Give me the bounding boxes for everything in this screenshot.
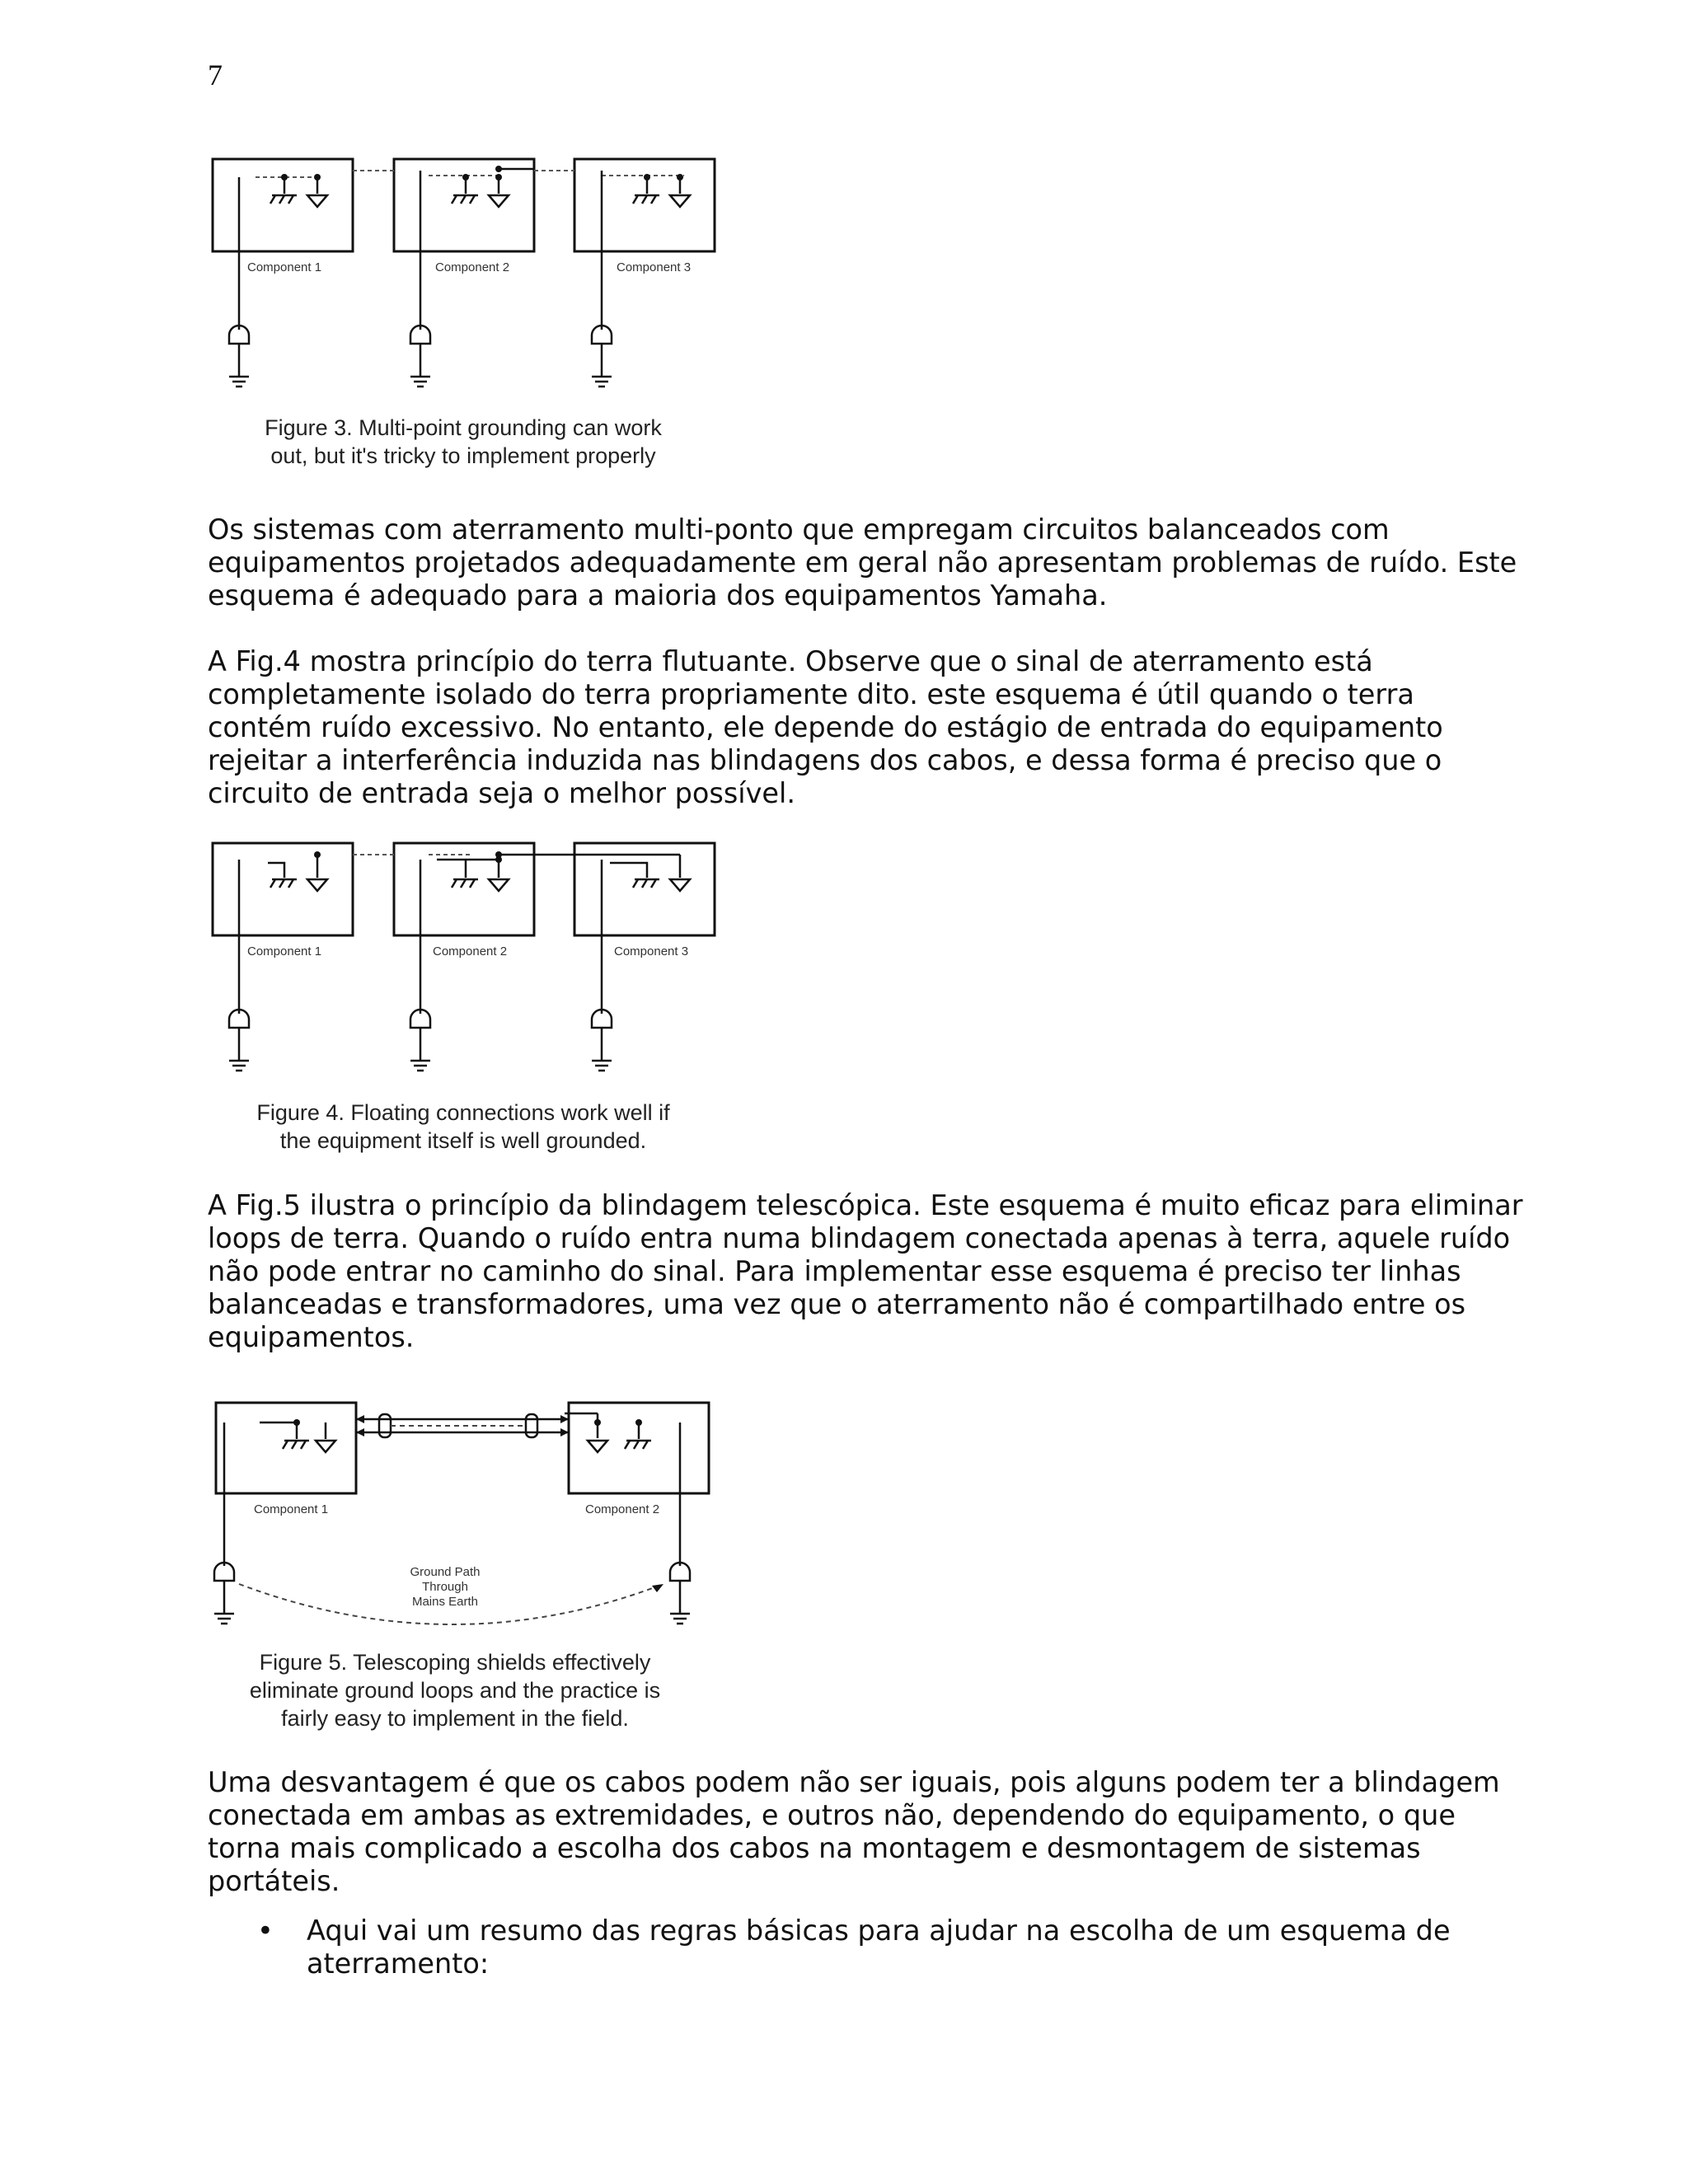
signal-ground-icon [670,195,690,207]
component-1-box [216,1403,356,1493]
mains-plug-ground-icon [229,1010,249,1071]
signal-ground-icon [588,1441,607,1452]
component-3-box [574,159,715,251]
component-label: Component 1 [247,260,322,274]
figure-5 [206,1393,717,1657]
signal-ground-icon [489,195,509,207]
chassis-ground-icon [452,195,478,204]
chassis-ground-icon [633,195,659,204]
component-label: Component 1 [247,944,322,958]
mains-plug-ground-icon [592,1010,612,1071]
ground-path-label: Through [422,1580,468,1594]
paragraph: A Fig.5 ilustra o princípio da blindagem telescópica. Este esquema é muito eficaz para eliminar loops de terra. Quando o ruído entra numa blindagem conectada apenas à terra, aquele ruído não pode entrar no caminho do sinal. Para implementar esse esquema é preciso ter linhas balanceadas e transformadores, uma vez que o aterramento não é compartilhado entre os equipamentos. [208,1189,1523,1353]
chassis-ground-icon [633,879,659,888]
ground-path-label: Mains Earth [411,1595,479,1609]
chassis-ground-icon [625,1441,651,1449]
figure-4-diagram [206,837,734,1092]
component-label: Component 1 [254,1502,329,1516]
page-number: 7 [208,59,223,91]
figure-5-caption: Figure 5. Telescoping shields effectively eliminate ground loops and the practice is fairly easy to implement in the field. [249,1650,661,1731]
mains-plug-ground-icon [214,1563,234,1624]
figure-3 [206,152,734,408]
chassis-ground-icon [283,1441,309,1449]
figure-4 [206,837,734,1092]
mains-plug-ground-icon [592,326,612,387]
signal-ground-icon [316,1441,335,1452]
mains-plug-ground-icon [670,1563,690,1624]
paragraph: A Fig.4 mostra princípio do terra flutuante. Observe que o sinal de aterramento está completamente isolado do terra propriamente dito. este esquema é útil quando o terra contém ruído excessivo. No entanto, ele depende do estágio de entrada do equipamento rejeitar a interferência induzida nas blindagens dos cabos, e dessa forma é preciso que o circuito de entrada seja o melhor possível. [208,645,1443,809]
chassis-ground-icon [452,879,478,888]
component-label: Component 3 [617,260,692,274]
component-3-box [574,843,715,935]
component-2-box [569,1403,709,1493]
component-1-box [213,159,353,251]
figure-5-diagram [206,1393,717,1657]
component-label: Component 3 [614,944,689,958]
component-2-box [394,843,534,935]
signal-ground-icon [307,195,327,207]
signal-ground-icon [670,879,690,891]
signal-ground-icon [489,879,509,891]
component-label: Component 2 [433,944,508,958]
signal-ground-icon [307,879,327,891]
chassis-ground-icon [270,879,297,888]
component-1-box [213,843,353,935]
mains-plug-ground-icon [410,326,430,387]
mains-plug-ground-icon [229,326,249,387]
bullet-list [247,1915,1533,1980]
figure-3-diagram [206,152,734,408]
mains-plug-ground-icon [410,1010,430,1071]
chassis-ground-icon [270,195,297,204]
component-label: Component 2 [435,260,510,274]
ground-path-label: Ground Path [410,1565,481,1579]
figure-4-caption: Figure 4. Floating connections work well if the equipment itself is well grounded. [256,1100,670,1153]
figure-3-caption: Figure 3. Multi-point grounding can work out, but it's tricky to implement properly [265,415,662,468]
component-2-box [394,159,534,251]
paragraph: Uma desvantagem é que os cabos podem não ser iguais, pois alguns podem ter a blindagem conectada em ambas as extremidades, e outros não, dependendo do equipamento, o que torna mais complicado a escolha dos cabos na montagem e desmontagem de sistemas portáteis. [208,1766,1500,1897]
component-label: Component 2 [585,1502,660,1516]
paragraph: Os sistemas com aterramento multi-ponto que empregam circuitos balanceados com equipamentos projetados adequadamente em geral não apresentam problemas de ruído. Este esquema é adequado para a maioria dos equipamentos Yamaha. [208,513,1517,612]
list-item: • Aqui vai um resumo das regras básicas para ajudar na escolha de um esquema de aterramento: [247,1915,1533,1980]
arrowhead-icon [652,1584,663,1592]
